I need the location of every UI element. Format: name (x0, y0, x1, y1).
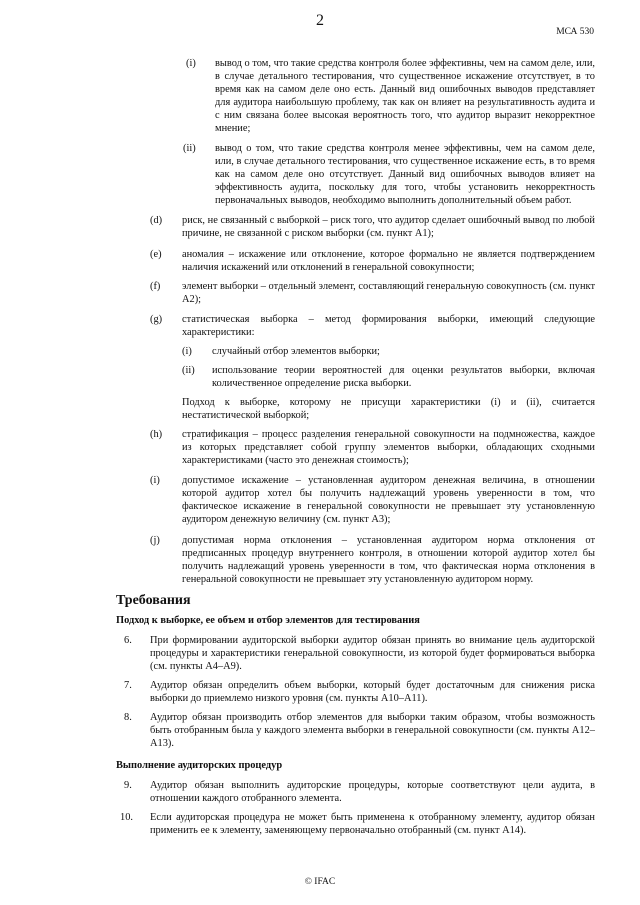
sub-item-i-label: (i) (186, 58, 196, 69)
definition-f-text: элемент выборки – отдельный элемент, составляющий генеральную совокупность (см. пункт A2); (182, 281, 595, 305)
sub-item-ii-text: вывод о том, что такие средства контроля менее эффективны, чем на самом деле, или, в случае детального тестирования, что существенное искажение есть, в то время как на самом деле оно отсутствует. Данный вид ошибочных выводов влияет на эффективность аудита, поскольку для того, чтобы установить некорректность первоначальных выводов, необходимо выполнить дополнительный объем работ. (215, 143, 595, 206)
paragraph-6-label: 6. (124, 635, 132, 646)
definition-i-label: (i) (150, 475, 160, 486)
sub-item-i-text: вывод о том, что такие средства контроля более эффективны, чем на самом деле, или, в случае детального тестирования, что существенное искажение отсутствует, в то время как на самом деле оно есть. Данный вид ошибочных выводов представляет для аудитора наибольшую проблему, так как он влияет на результативность аудита и с ним связана более высокая вероятность того, что аудитор выразит некорректное мнение; (215, 58, 595, 134)
footer-copyright: © IFAC (304, 877, 336, 887)
g-sub-i-text: случайный отбор элементов выборки; (212, 346, 380, 357)
page-number: 2 (316, 12, 324, 29)
standard-code: МСА 530 (556, 27, 594, 37)
paragraph-9-text: Аудитор обязан выполнить аудиторские процедуры, которые соответствуют цели аудита, в отношении каждого отобранного элемента. (150, 780, 595, 804)
section-heading: Требования (116, 593, 191, 608)
g-sub-i-label: (i) (182, 346, 192, 357)
definition-j-label: (j) (150, 535, 160, 546)
paragraph-7-text: Аудитор обязан определить объем выборки, который будет достаточным для снижения риска выборки до приемлемо низкого уровня (см. пункты A10–A11). (150, 680, 595, 704)
sub-item-ii-label: (ii) (183, 143, 196, 154)
paragraph-6-text: При формировании аудиторской выборки аудитор обязан принять во внимание цель аудиторской процедуры и характеристики генеральной совокупности, из которой будет формироваться выборка (см. пункты A4–A9). (150, 635, 595, 672)
definition-h-text: стратификация – процесс разделения генеральной совокупности на подмножества, каждое из которых представляет собой группу элементов выборки, обладающих сходными характеристиками (часто это денежная стоимость); (182, 429, 595, 466)
definition-f-label: (f) (150, 281, 161, 292)
definition-d-label: (d) (150, 215, 163, 226)
definition-i-text: допустимое искажение – установленная аудитором денежная величина, в отношении которой аудитор хотел бы получить надлежащий уровень уверенности в том, что фактическое искажение в генеральной совокупности не превышает эту установленную аудитором денежную величину (см. пункт A3); (182, 475, 595, 525)
g-note: Подход к выборке, которому не присущи характеристики (i) и (ii), считается нестатистической выборкой; (182, 397, 595, 421)
subsection-heading-1: Подход к выборке, ее объем и отбор элементов для тестирования (116, 615, 420, 626)
definition-d-text: риск, не связанный с выборкой – риск того, что аудитор сделает ошибочный вывод по любой причине, не связанной с риском выборки (см. пункт A1); (182, 215, 595, 239)
subsection-heading-2: Выполнение аудиторских процедур (116, 760, 283, 771)
definition-h-label: (h) (150, 429, 163, 440)
paragraph-7-label: 7. (124, 680, 132, 691)
definition-g-text: статистическая выборка – метод формирования выборки, имеющий следующие характеристики: (182, 314, 595, 338)
g-sub-ii-label: (ii) (182, 365, 195, 376)
definition-g-label: (g) (150, 314, 163, 325)
definition-e-label: (e) (150, 249, 162, 260)
definition-j-text: допустимая норма отклонения – установленная аудитором норма отклонения от предписанных процедур внутреннего контроля, в отношении которой аудитор хотел бы получить надлежащий уровень уверенности в том, что фактическая норма отклонения в генеральной совокупности не превышает эту установленную аудитором норму. (182, 535, 595, 585)
paragraph-10-label: 10. (120, 812, 133, 823)
definition-e-text: аномалия – искажение или отклонение, которое формально не является подтверждением наличия искажений или отклонений в генеральной совокупности; (182, 249, 595, 273)
paragraph-8-text: Аудитор обязан производить отбор элементов для выборки таким образом, чтобы возможность быть отобранным была у каждого элемента выборки в генеральной совокупности (см. пункты A12–A13). (150, 712, 595, 749)
g-sub-ii-text: использование теории вероятностей для оценки результатов выборки, включая количественное определение риска выборки. (212, 365, 595, 389)
paragraph-10-text: Если аудиторская процедура не может быть применена к отобранному элементу, аудитор обязан применить ее к элементу, заменяющему первоначально отобранный (см. пункт A14). (150, 812, 595, 836)
paragraph-8-label: 8. (124, 712, 132, 723)
paragraph-9-label: 9. (124, 780, 132, 791)
